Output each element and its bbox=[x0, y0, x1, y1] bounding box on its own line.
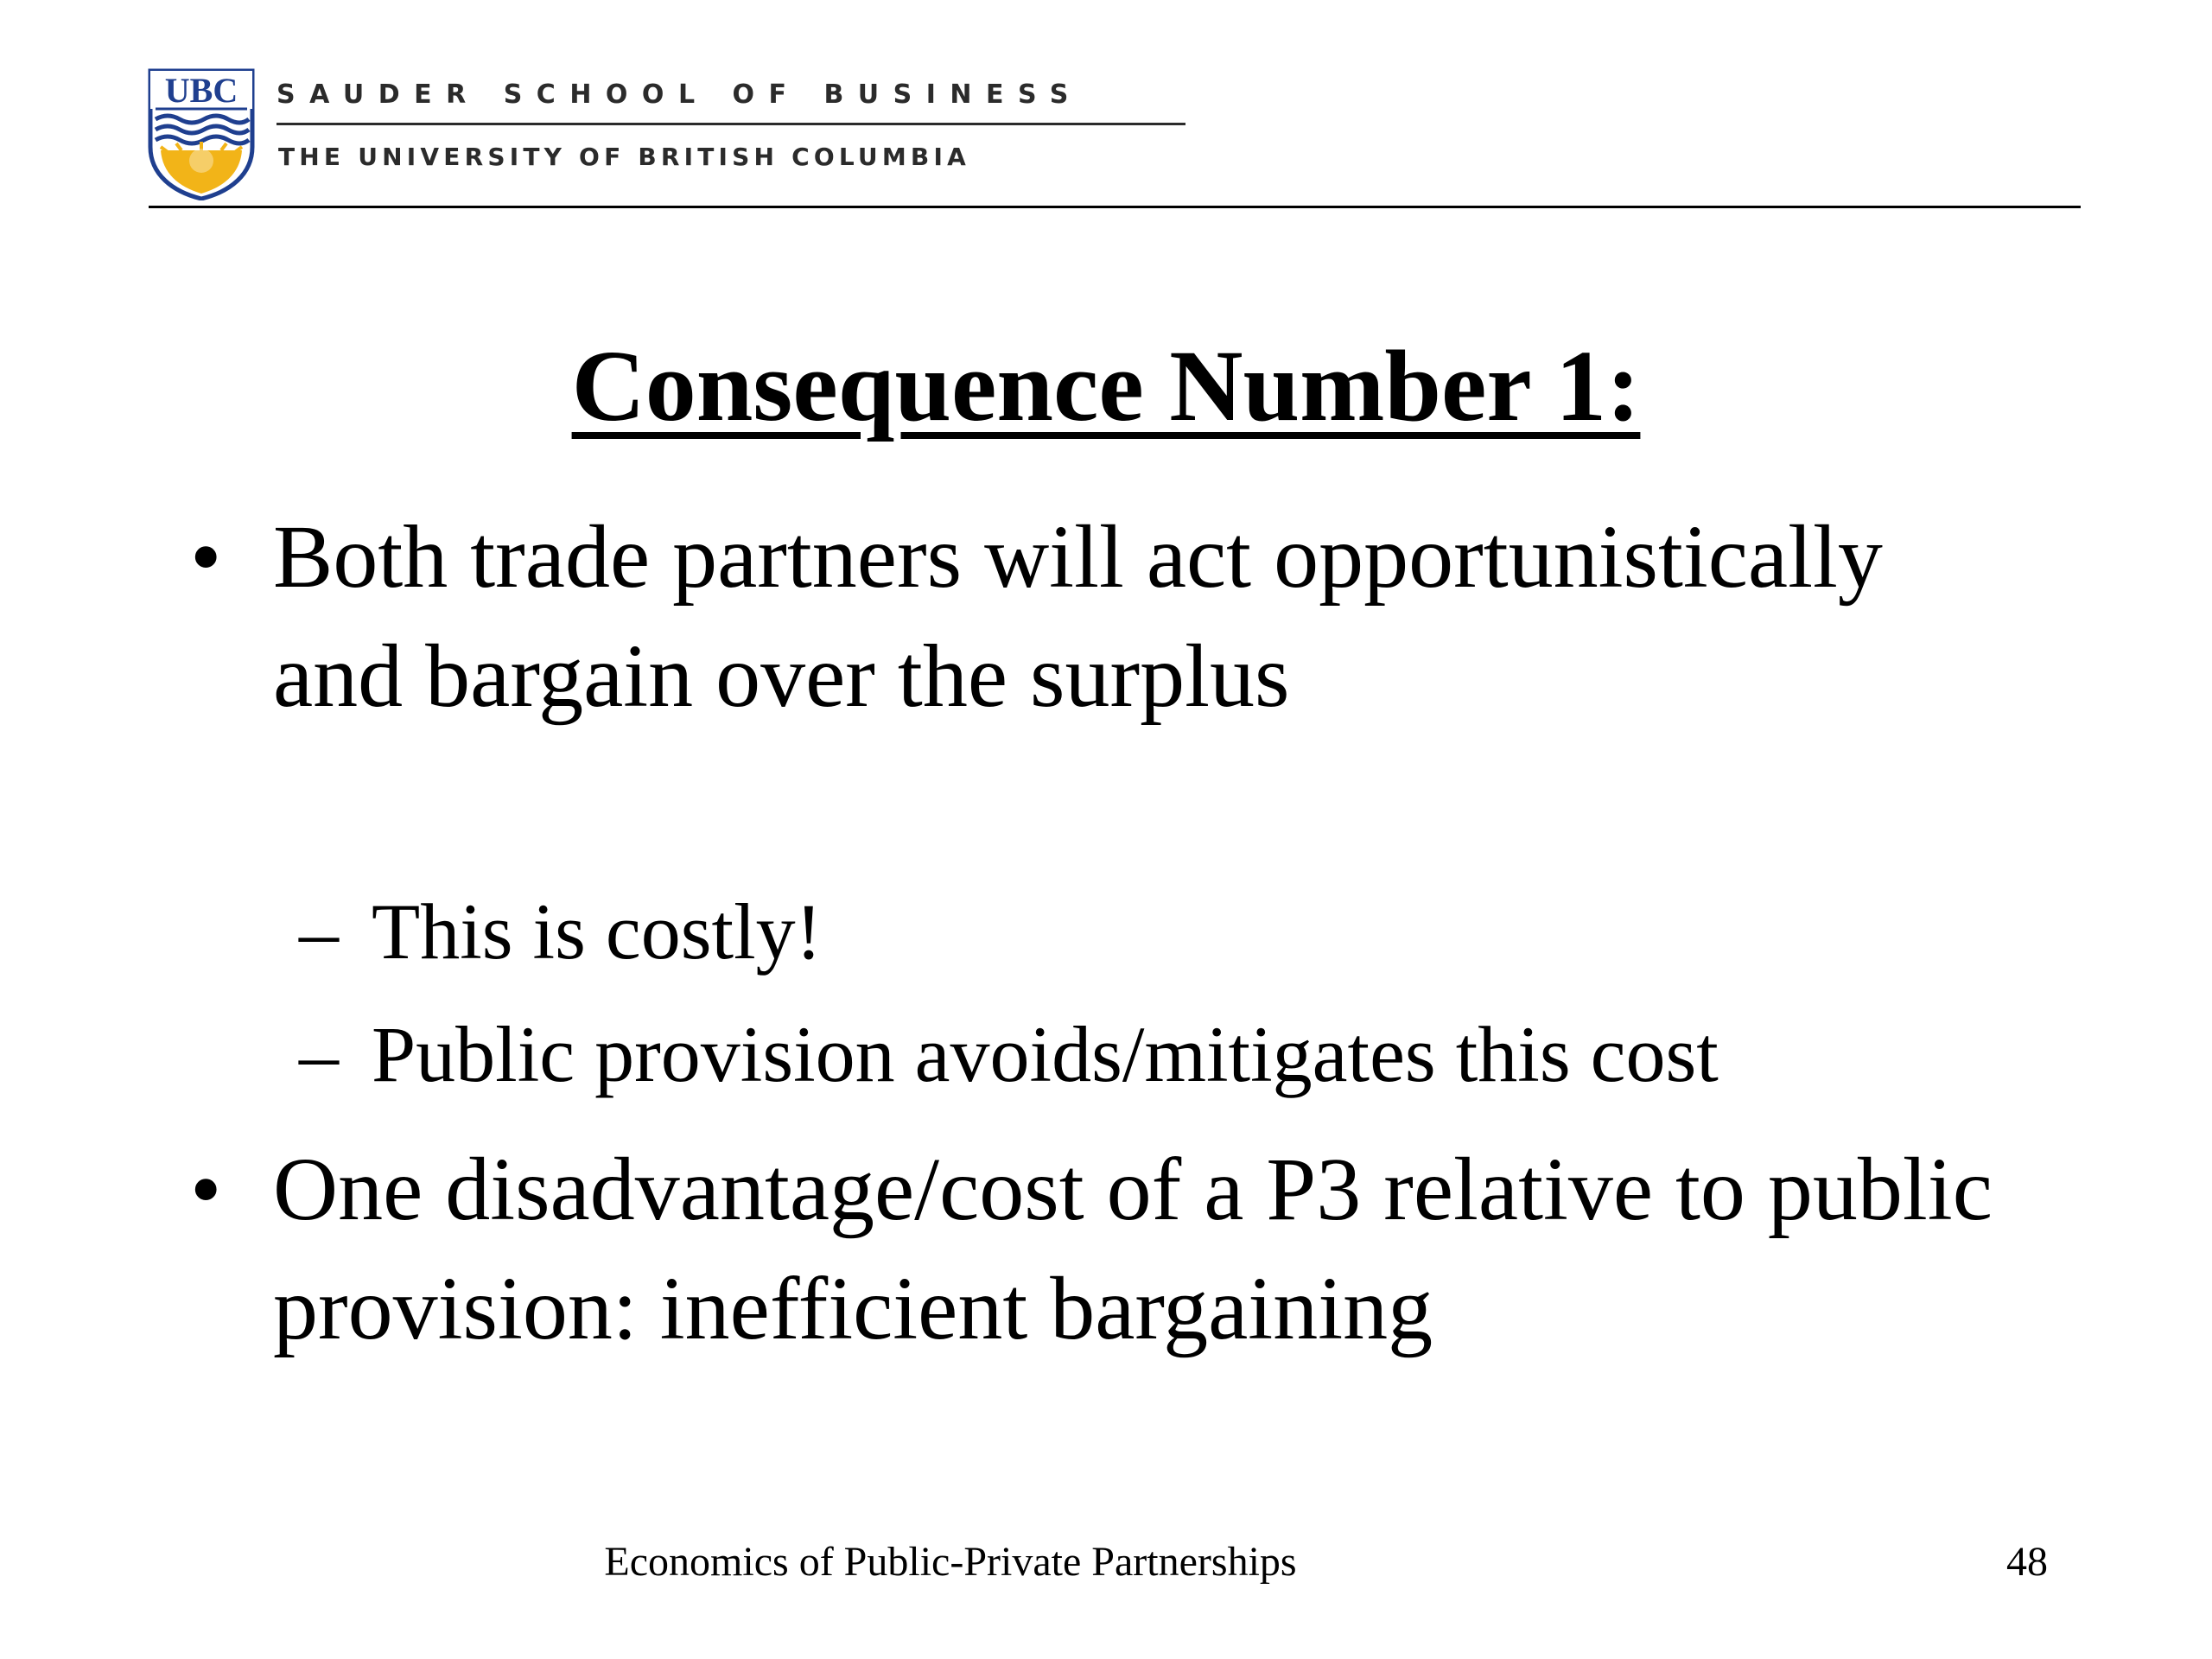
sub-bullet-text: This is costly! bbox=[372, 887, 823, 976]
sub-bullet-item bbox=[299, 880, 2027, 983]
university-name: THE UNIVERSITY OF BRITISH COLUMBIA bbox=[278, 143, 970, 171]
school-name: SAUDER SCHOOL OF BUSINESS bbox=[276, 79, 1083, 110]
crest-label: UBC bbox=[164, 71, 238, 110]
bullet-text: Both trade partners will act opportunistically and bargain over the surplus bbox=[273, 507, 1883, 726]
bullet-mark: • bbox=[190, 1140, 222, 1239]
footer-course-title bbox=[0, 1536, 1901, 1588]
slide-title: Consequence Number 1: bbox=[571, 329, 1641, 442]
bullet-item bbox=[190, 1130, 2022, 1369]
sub-bullet-item bbox=[299, 1002, 2027, 1106]
sub-bullet-mark: – bbox=[299, 1010, 339, 1098]
bullet-item bbox=[190, 498, 2022, 736]
footer-course-title-text: Economics of Public-Private Partnerships bbox=[604, 1539, 1297, 1585]
sub-bullet-text: Public provision avoids/mitigates this cost bbox=[372, 1010, 1719, 1098]
page-number: 48 bbox=[2006, 1539, 2048, 1585]
bullet-text: One disadvantage/cost of a P3 relative to public provision: inefficient bargaining bbox=[273, 1140, 1993, 1358]
sub-bullet-mark: – bbox=[299, 887, 339, 976]
bullet-mark: • bbox=[190, 507, 222, 607]
